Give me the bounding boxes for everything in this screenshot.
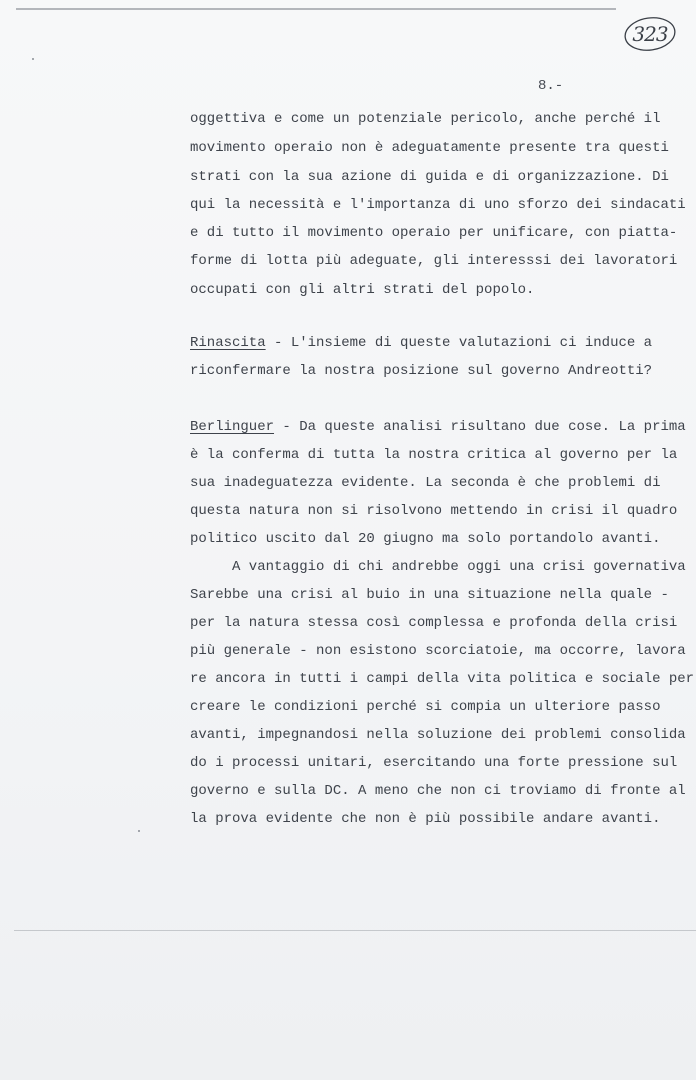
text-line: Sarebbe una crisi al buio in una situazione nella quale - xyxy=(190,587,669,603)
text-line: riconfermare la nostra posizione sul governo Andreotti? xyxy=(190,363,653,379)
archive-stamp xyxy=(622,14,678,54)
text-line: movimento operaio non è adeguatamente presente tra questi xyxy=(190,140,669,156)
top-edge-line xyxy=(16,8,616,10)
bottom-rule-line xyxy=(14,930,696,931)
paper-speck xyxy=(138,830,140,832)
speaker-berlinguer: Berlinguer xyxy=(190,419,275,435)
text-line: do i processi unitari, esercitando una forte pressione sul xyxy=(190,755,678,771)
text-line: occupati con gli altri strati del popolo. xyxy=(190,282,535,298)
page-number: 8.- xyxy=(538,78,564,94)
paper-speck xyxy=(32,58,34,60)
text-line: avanti, impegnandosi nella soluzione dei problemi consolida xyxy=(190,727,686,743)
text-line: e di tutto il movimento operaio per unificare, con piatta- xyxy=(190,225,678,241)
text-line: la prova evidente che non è più possibile andare avanti. xyxy=(190,811,661,827)
text-line: forme di lotta più adeguate, gli interesssi dei lavoratori xyxy=(190,253,678,269)
text-line: è la conferma di tutta la nostra critica al governo per la xyxy=(190,447,678,463)
speaker-rinascita: Rinascita xyxy=(190,335,266,351)
text-line: questa natura non si risolvono mettendo in crisi il quadro xyxy=(190,503,678,519)
question-line xyxy=(190,334,696,352)
text-line: governo e sulla DC. A meno che non ci troviamo di fronte al xyxy=(190,783,686,799)
text-line: politico uscito dal 20 giugno ma solo portandolo avanti. xyxy=(190,531,661,547)
text-line: qui la necessità e l'importanza di uno sforzo dei sindacati xyxy=(190,197,686,213)
stamp-number: 323 xyxy=(632,22,668,46)
text-line: creare le condizioni perché si compia un ulteriore passo xyxy=(190,699,661,715)
text-line: A vantaggio di chi andrebbe oggi una crisi governativa xyxy=(232,559,686,575)
text-line: oggettiva e come un potenziale pericolo, anche perché il xyxy=(190,111,661,127)
text-line: re ancora in tutti i campi della vita politica e sociale per xyxy=(190,671,695,687)
text-line: più generale - non esistono scorciatoie, ma occorre, lavora xyxy=(190,643,686,659)
answer-line xyxy=(190,418,696,436)
text-line: strati con la sua azione di guida e di organizzazione. Di xyxy=(190,169,669,185)
text-line: sua inadeguatezza evidente. La seconda è che problemi di xyxy=(190,475,661,491)
answer-text: - Da queste analisi risultano due cose. La prima xyxy=(274,419,686,435)
text-line: per la natura stessa così complessa e profonda della crisi xyxy=(190,615,678,631)
question-text: - L'insieme di queste valutazioni ci induce a xyxy=(265,335,653,351)
